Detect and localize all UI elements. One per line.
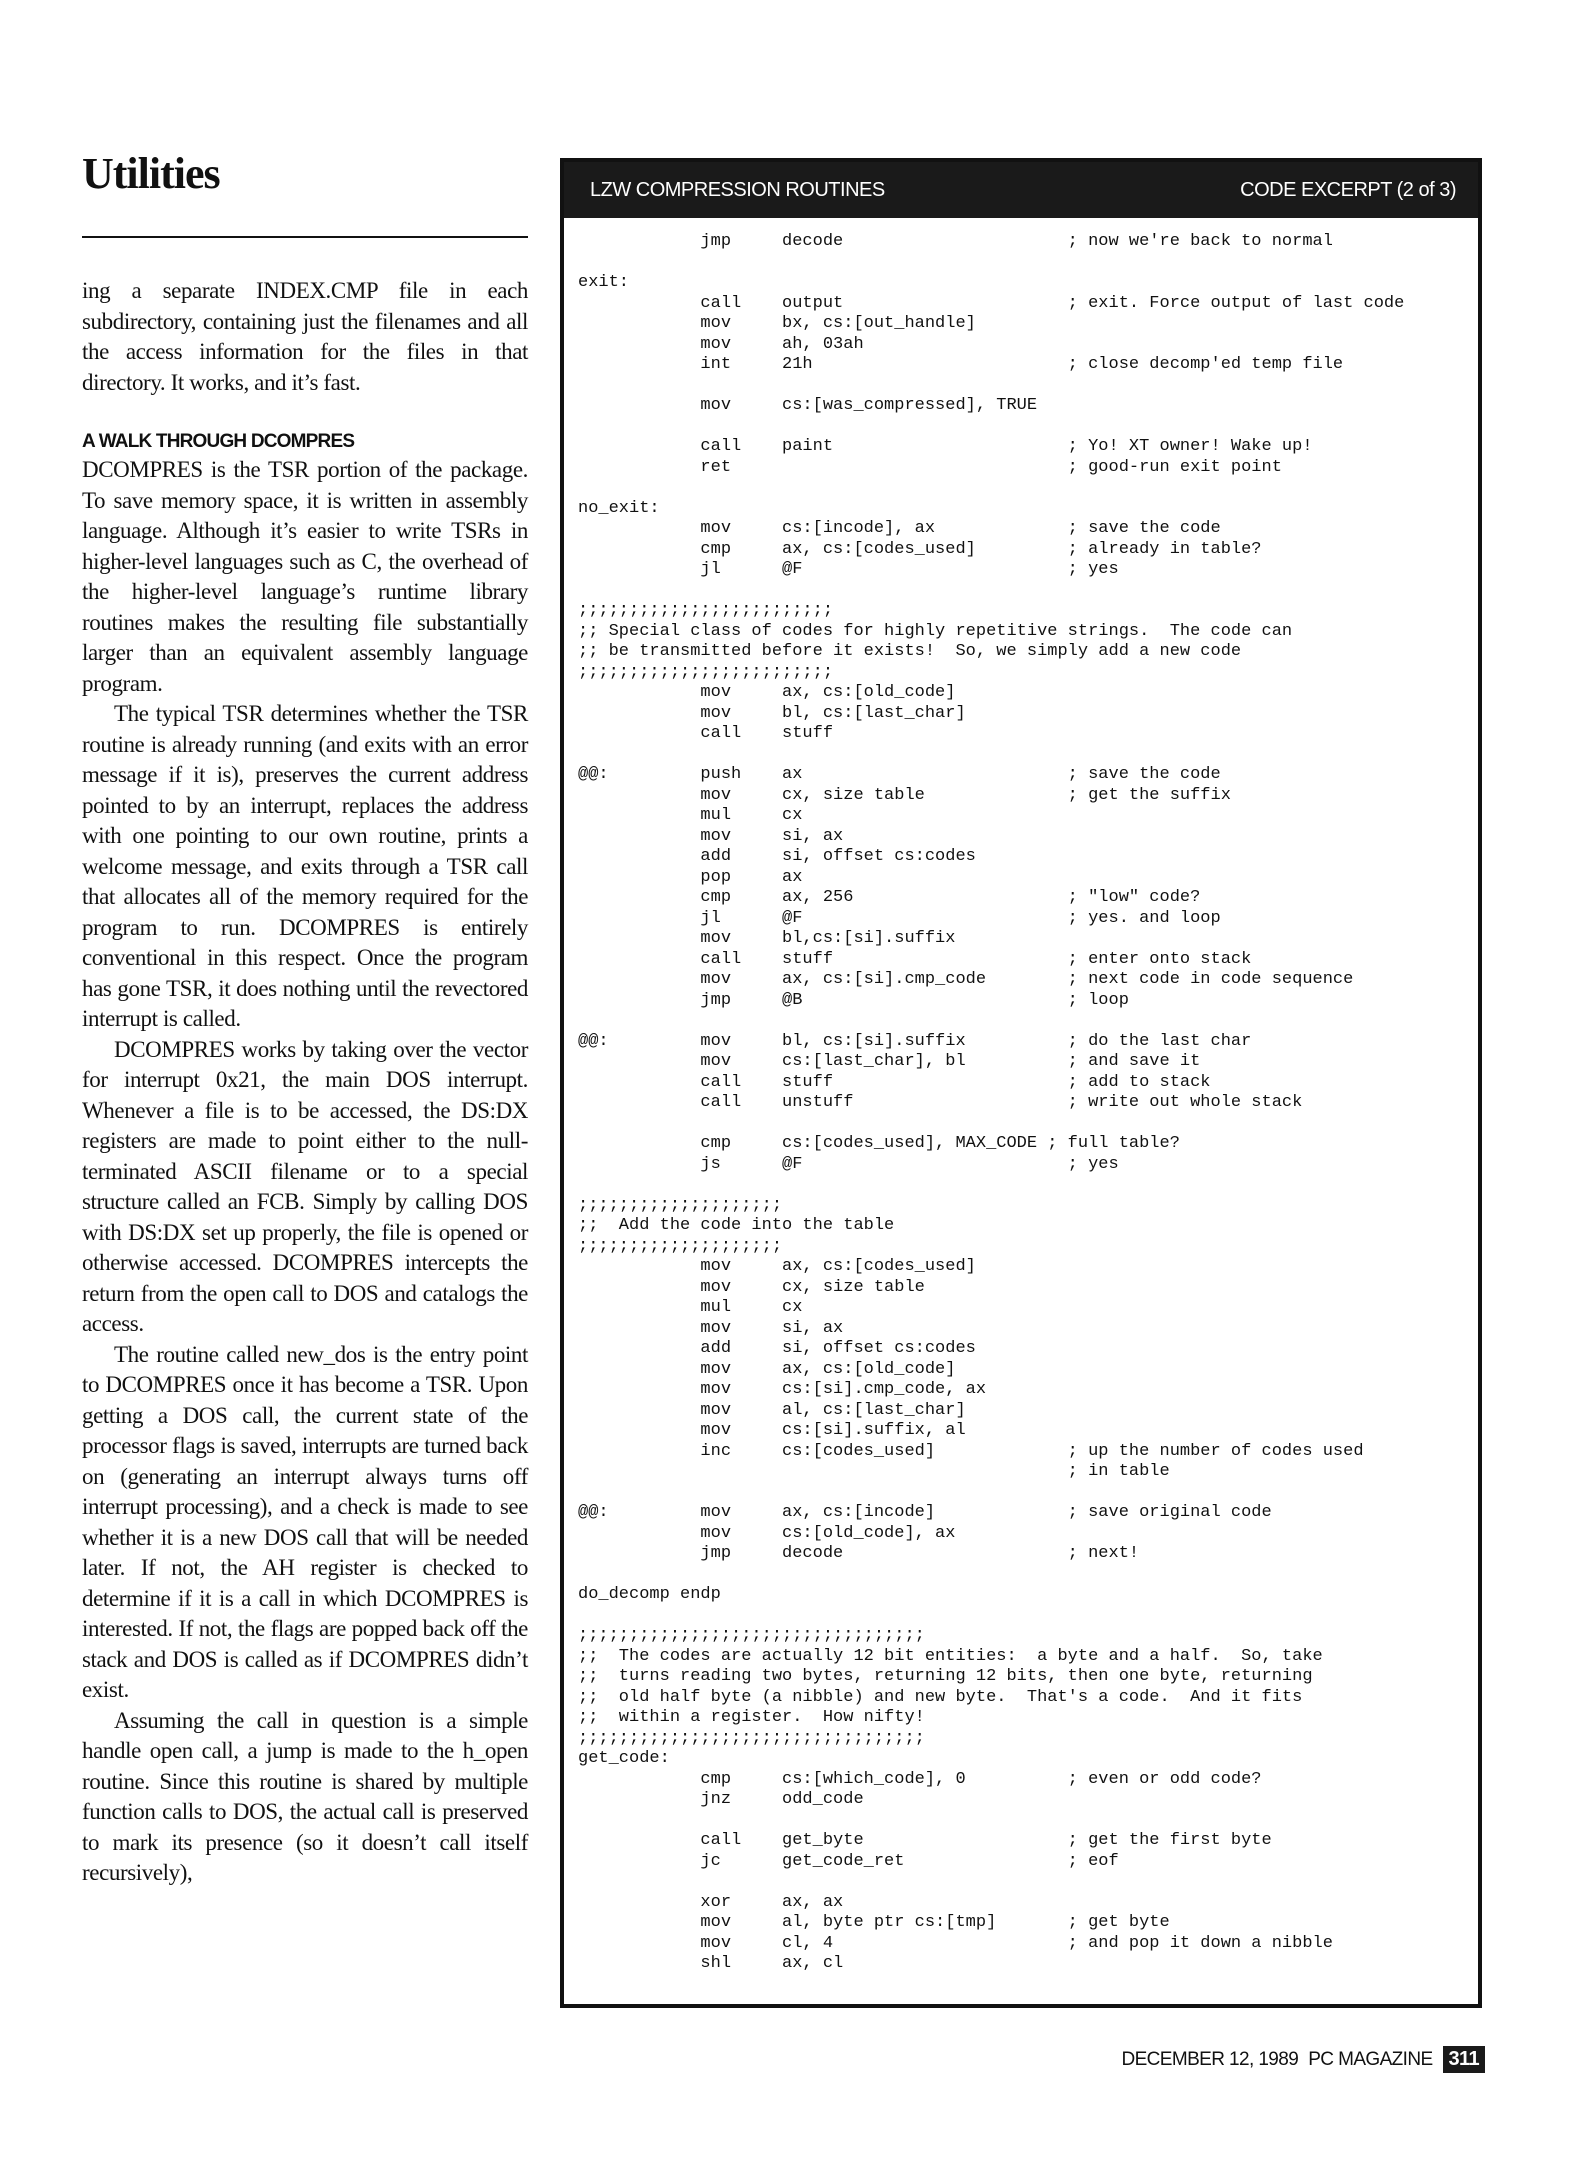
page-footer (1121, 2046, 1485, 2073)
code-listing-box (560, 158, 1482, 2008)
code-listing-header (564, 162, 1478, 218)
page-number: 311 (1443, 2046, 1485, 2073)
code-listing: jmp decode ; now we're back to normal exit: call output ; exit. Force output of last code mov bx, cs:[out_handle] mov ah, 03ah int 21h ; close decomp'ed temp file mov cs:[was_compressed], TRUE call paint ; Yo! XT owner! Wake up! ret ; good-run exit point no_exit: mov cs:[incode], ax ; save the code cmp ax, cs:[codes_used] ; already in table? jl @F ; yes ;;;;;;;;;;;;;;;;;;;;;;;;; ;; Special class of codes for highly repetitive strings. The code can ;; be transmitted before it exists! So, we simply add a new code ;;;;;;;;;;;;;;;;;;;;;;;;; mov ax, cs:[old_code] mov bl, cs:[last_char] call stuff @@: push ax ; save the code mov cx, size table ; get the suffix mul cx mov si, ax add si, offset cs:codes pop ax cmp ax, 256 ; "low" code? jl @F ; yes. and loop mov bl,cs:[si].suffix call stuff ; enter onto stack mov ax, cs:[si].cmp_code ; next code in code sequence jmp @B ; loop @@: mov bl, cs:[si].suffix ; do the last char mov cs:[last_char], bl ; and save it call stuff ; add to stack call unstuff ; write out whole stack cmp cs:[codes_used], MAX_CODE ; full table? js @F ; yes ;;;;;;;;;;;;;;;;;;;; ;; Add the code into the table ;;;;;;;;;;;;;;;;;;;; mov ax, cs:[codes_used] mov cx, size table mul cx mov si, ax add si, offset cs:codes mov ax, cs:[old_code] mov cs:[si].cmp_code, ax mov al, cs:[last_char] mov cs:[si].suffix, al inc cs:[codes_used] ; up the number of codes used ; in table @@: mov ax, cs:[incode] ; save original code mov cs:[old_code], ax jmp decode ; next! do_decomp endp ;;;;;;;;;;;;;;;;;;;;;;;;;;;;;;;;;; ;; The codes are actually 12 bit entities: a byte and a half. So, take ;; turns reading two bytes, returning 12 bits, then one byte, returning ;; old half byte (a nibble) and new byte. That's a code. And it fits ;; within a register. How nifty! ;;;;;;;;;;;;;;;;;;;;;;;;;;;;;;;;;; get_code: cmp cs:[which_code], 0 ; even or odd code? jnz odd_code call get_byte ; get the first byte jc get_code_ret ; eof xor ax, ax mov al, byte ptr cs:[tmp] ; get byte mov cl, 4 ; and pop it down a nibble shl ax, cl (578, 232, 1405, 1973)
paragraph: The routine called new_dos is the entry point to DCOMPRES once it has become a TSR. Upon getting a DOS call, the current state of the processor flags is saved, interrupts are turned back on (generating an interrupt always turns off interrupt processing), and a check is made to see whether it is a new DOS call that will be needed later. If not, the AH register is checked to determine if it is a call in which DCOMPRES is interested. If not, the flags are popped back off the stack and DOS is called as if DCOMPRES didn’t exist. (82, 1341, 528, 1702)
magazine-name: PC MAGAZINE (1308, 2048, 1433, 2070)
paragraph: The typical TSR determines whether the TSR routine is already running (and exits with an error message if it is), preserves the current address pointed to by an interrupt, replaces the address with one pointing to our own routine, prints a welcome message, and exits through a TSR call that allocates all of the memory required for the program to run. DCOMPRES is entirely conventional in this respect. Once the program has gone TSR, it does nothing until the revectored interrupt is called. (82, 701, 528, 1031)
title-divider (82, 236, 528, 238)
code-excerpt-label: CODE EXCERPT (2 of 3) (1240, 178, 1456, 201)
code-listing-title: LZW COMPRESSION ROUTINES (590, 178, 885, 201)
paragraph: DCOMPRES is the TSR portion of the package. To save memory space, it is written in assembly language. Although it’s easier to write TSRs in higher-level languages such as C, the overhead of the higher-level language’s runtime library routines makes the resulting file substantially larger than an equivalent assembly language program. (82, 457, 528, 696)
paragraph: Assuming the call in question is a simple handle open call, a jump is made to the h_open routine. Since this routine is shared by multiple function calls to DOS, the actual call is preserved to mark its presence (so it doesn’t call itself recursively), (82, 1707, 528, 1885)
paragraph: ing a separate INDEX.CMP file in each subdirectory, containing just the filenames and all the access information for the files in that directory. It works, and it’s fast. (82, 278, 528, 395)
paragraph: DCOMPRES works by taking over the vector for interrupt 0x21, the main DOS interrupt. Whenever a file is to be accessed, the DS:DX registers are made to point either to the null-terminated ASCII filename or to a special structure called an FCB. Simply by calling DOS with DS:DX set up properly, the file is opened or otherwise accessed. DCOMPRES intercepts the return from the open call to DOS and catalogs the access. (82, 1036, 528, 1336)
section-title: Utilities (82, 149, 220, 198)
issue-date: DECEMBER 12, 1989 (1121, 2048, 1299, 2070)
article-body (82, 276, 528, 1889)
subheading: A WALK THROUGH DCOMPRES (82, 431, 355, 452)
